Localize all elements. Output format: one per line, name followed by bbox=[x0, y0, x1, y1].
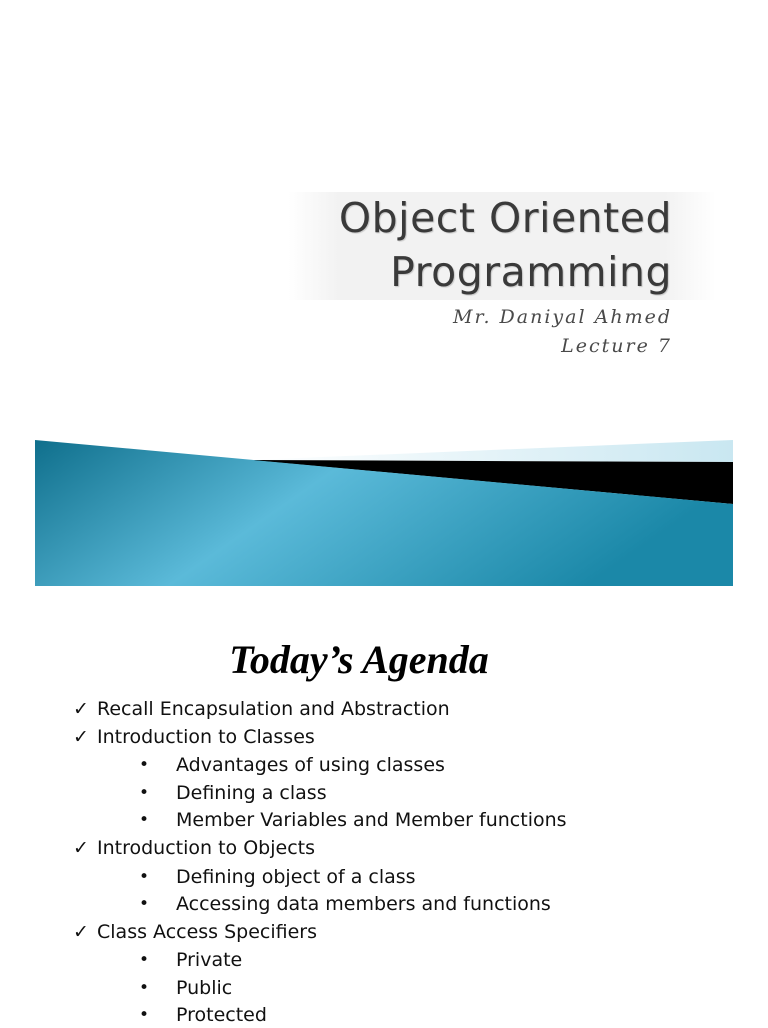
bullet-icon: • bbox=[139, 867, 150, 887]
check-icon: ✓ bbox=[73, 837, 89, 859]
agenda-subitem-text: Defining object of a class bbox=[176, 866, 416, 888]
agenda-item-text: Recall Encapsulation and Abstraction bbox=[97, 698, 450, 720]
bullet-icon: • bbox=[139, 1005, 150, 1025]
bullet-icon: • bbox=[139, 810, 150, 830]
agenda-slide bbox=[0, 600, 768, 1024]
bullet-icon: • bbox=[139, 950, 150, 970]
bullet-icon: • bbox=[139, 894, 150, 914]
agenda-title: Today’s Agenda bbox=[229, 637, 489, 682]
bullet-icon: • bbox=[139, 978, 150, 998]
bullet-icon: • bbox=[139, 755, 150, 775]
check-icon: ✓ bbox=[73, 698, 89, 720]
banner-pale-stripe bbox=[250, 440, 733, 462]
agenda-item-text: Introduction to Objects bbox=[97, 837, 315, 859]
agenda-subitem-text: Member Variables and Member functions bbox=[176, 809, 567, 831]
check-icon: ✓ bbox=[73, 726, 89, 748]
agenda-subitem-text: Accessing data members and functions bbox=[176, 893, 551, 915]
slide-title-line-2: Programming bbox=[390, 248, 672, 296]
agenda-subitem-text: Public bbox=[176, 977, 233, 999]
lecture-number: Lecture 7 bbox=[561, 335, 672, 357]
decorative-banner bbox=[35, 440, 733, 586]
presenter-name: Mr. Daniyal Ahmed bbox=[453, 306, 672, 328]
agenda-subitem-text: Private bbox=[176, 949, 243, 971]
agenda-subitem-text: Advantages of using classes bbox=[176, 754, 445, 776]
agenda-subitem-text: Defining a class bbox=[176, 782, 327, 804]
agenda-subitem-text: Protected bbox=[176, 1004, 267, 1026]
slide-title-line-1: Object Oriented bbox=[338, 194, 672, 242]
check-icon: ✓ bbox=[73, 921, 89, 943]
agenda-list bbox=[0, 600, 768, 1024]
agenda-item-text: Class Access Specifiers bbox=[97, 921, 318, 943]
agenda-item-text: Introduction to Classes bbox=[97, 726, 315, 748]
bullet-icon: • bbox=[139, 783, 150, 803]
